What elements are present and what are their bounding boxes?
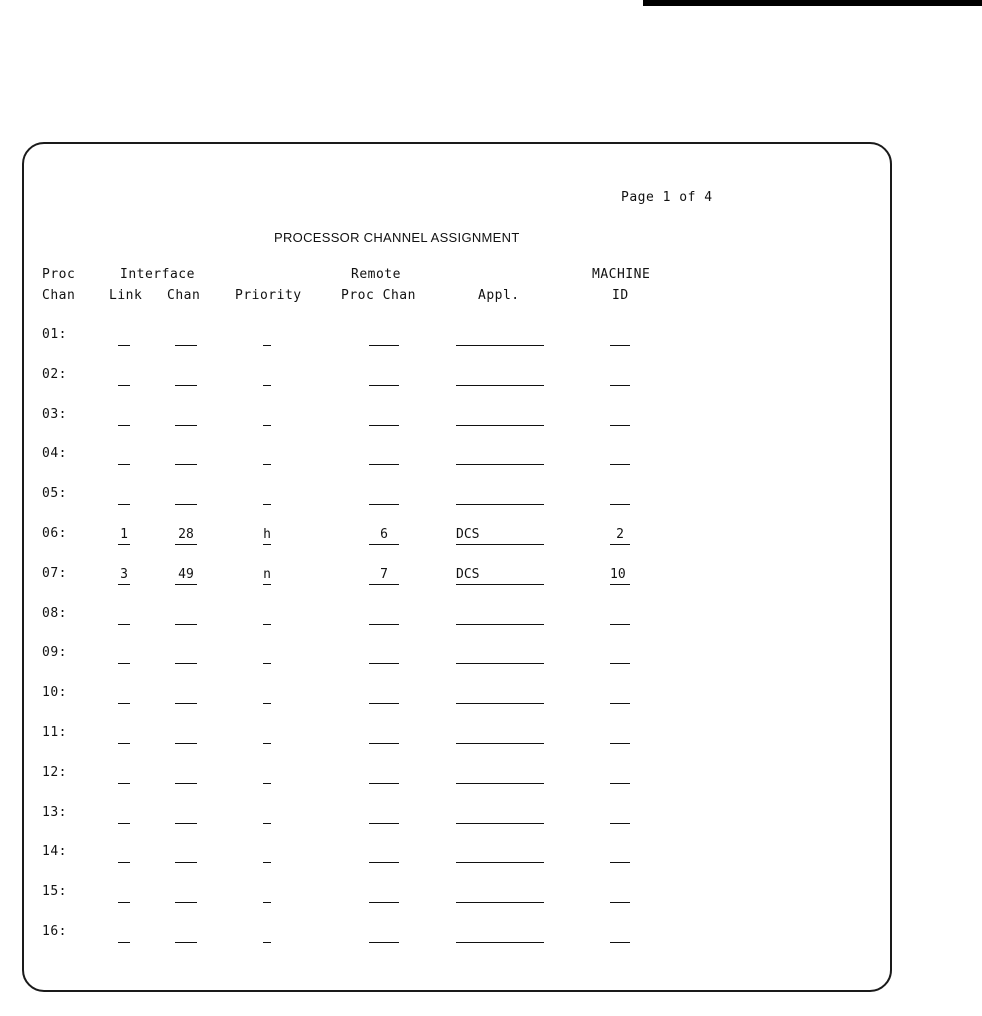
proc-chan-label: 01: — [42, 327, 67, 342]
interface-chan-field[interactable] — [175, 447, 197, 465]
link-field[interactable] — [118, 806, 130, 824]
interface-chan-field[interactable] — [175, 686, 197, 704]
remote-proc-chan-field[interactable] — [369, 646, 399, 664]
priority-field[interactable] — [263, 806, 271, 824]
link-field[interactable] — [118, 328, 130, 346]
appl-field[interactable] — [456, 806, 544, 824]
appl-field[interactable] — [456, 885, 544, 903]
proc-chan-label: 10: — [42, 685, 67, 700]
interface-chan-field[interactable] — [175, 607, 197, 625]
machine-id-field[interactable] — [610, 766, 630, 784]
machine-id-field[interactable] — [610, 328, 630, 346]
priority-field[interactable] — [263, 686, 271, 704]
priority-field[interactable] — [263, 368, 271, 386]
proc-chan-label: 14: — [42, 844, 67, 859]
proc-chan-label: 02: — [42, 367, 67, 382]
proc-chan-label: 15: — [42, 884, 67, 899]
appl-field[interactable] — [456, 726, 544, 744]
priority-field[interactable] — [263, 766, 271, 784]
remote-proc-chan-field[interactable]: 7 — [369, 567, 399, 585]
remote-proc-chan-field[interactable] — [369, 408, 399, 426]
appl-field[interactable] — [456, 487, 544, 505]
appl-field[interactable] — [456, 607, 544, 625]
machine-id-field[interactable]: 10 — [610, 567, 630, 585]
proc-chan-label: 04: — [42, 446, 67, 461]
machine-id-field[interactable] — [610, 646, 630, 664]
remote-proc-chan-field[interactable] — [369, 686, 399, 704]
interface-chan-field[interactable] — [175, 845, 197, 863]
machine-id-field[interactable] — [610, 885, 630, 903]
priority-field[interactable] — [263, 328, 271, 346]
machine-id-field[interactable] — [610, 607, 630, 625]
proc-chan-label: 08: — [42, 606, 67, 621]
remote-proc-chan-field[interactable] — [369, 766, 399, 784]
link-field[interactable]: 3 — [118, 567, 130, 585]
machine-id-field[interactable] — [610, 925, 630, 943]
priority-field[interactable] — [263, 885, 271, 903]
link-field[interactable] — [118, 646, 130, 664]
appl-field[interactable] — [456, 766, 544, 784]
appl-field[interactable] — [456, 686, 544, 704]
link-field[interactable] — [118, 368, 130, 386]
appl-field[interactable]: DCS — [456, 567, 544, 585]
remote-proc-chan-field[interactable] — [369, 487, 399, 505]
header-machine-id: ID — [612, 288, 629, 303]
page-indicator: Page 1 of 4 — [621, 190, 713, 205]
interface-chan-field[interactable] — [175, 766, 197, 784]
remote-proc-chan-field[interactable] — [369, 368, 399, 386]
header-machine: MACHINE — [592, 267, 651, 282]
header-remote-proc-chan: Proc Chan — [341, 288, 416, 303]
priority-field[interactable] — [263, 607, 271, 625]
priority-field[interactable] — [263, 408, 271, 426]
machine-id-field[interactable] — [610, 368, 630, 386]
header-interface-chan: Chan — [167, 288, 201, 303]
page-title: PROCESSOR CHANNEL ASSIGNMENT — [274, 230, 520, 245]
machine-id-field[interactable] — [610, 806, 630, 824]
appl-field[interactable]: DCS — [456, 527, 544, 545]
appl-field[interactable] — [456, 646, 544, 664]
proc-chan-label: 09: — [42, 645, 67, 660]
remote-proc-chan-field[interactable]: 6 — [369, 527, 399, 545]
interface-chan-field[interactable] — [175, 328, 197, 346]
link-field[interactable] — [118, 925, 130, 943]
appl-field[interactable] — [456, 845, 544, 863]
link-field[interactable] — [118, 686, 130, 704]
priority-field[interactable] — [263, 845, 271, 863]
header-link: Link — [109, 288, 143, 303]
priority-field[interactable] — [263, 646, 271, 664]
header-appl: Appl. — [478, 288, 520, 303]
remote-proc-chan-field[interactable] — [369, 845, 399, 863]
link-field[interactable] — [118, 885, 130, 903]
appl-field[interactable] — [456, 925, 544, 943]
remote-proc-chan-field[interactable] — [369, 925, 399, 943]
appl-field[interactable] — [456, 328, 544, 346]
proc-chan-label: 06: — [42, 526, 67, 541]
priority-field[interactable] — [263, 447, 271, 465]
link-field[interactable]: 1 — [118, 527, 130, 545]
machine-id-field[interactable] — [610, 686, 630, 704]
link-field[interactable] — [118, 408, 130, 426]
header-proc: Proc — [42, 267, 76, 282]
remote-proc-chan-field[interactable] — [369, 726, 399, 744]
proc-chan-label: 07: — [42, 566, 67, 581]
machine-id-field[interactable] — [610, 845, 630, 863]
machine-id-field[interactable]: 2 — [610, 527, 630, 545]
interface-chan-field[interactable] — [175, 487, 197, 505]
priority-field[interactable] — [263, 487, 271, 505]
remote-proc-chan-field[interactable] — [369, 328, 399, 346]
proc-chan-label: 11: — [42, 725, 67, 740]
header-proc-chan: Chan — [42, 288, 76, 303]
interface-chan-field[interactable] — [175, 925, 197, 943]
header-interface: Interface — [120, 267, 195, 282]
link-field[interactable] — [118, 447, 130, 465]
link-field[interactable] — [118, 726, 130, 744]
interface-chan-field[interactable] — [175, 806, 197, 824]
remote-proc-chan-field[interactable] — [369, 806, 399, 824]
proc-chan-label: 12: — [42, 765, 67, 780]
header-remote: Remote — [351, 267, 401, 282]
remote-proc-chan-field[interactable] — [369, 607, 399, 625]
link-field[interactable] — [118, 487, 130, 505]
header-priority: Priority — [235, 288, 302, 303]
proc-chan-label: 03: — [42, 407, 67, 422]
interface-chan-field[interactable] — [175, 646, 197, 664]
machine-id-field[interactable] — [610, 487, 630, 505]
link-field[interactable] — [118, 607, 130, 625]
interface-chan-field[interactable] — [175, 726, 197, 744]
priority-field[interactable]: h — [263, 527, 271, 545]
machine-id-field[interactable] — [610, 726, 630, 744]
machine-id-field[interactable] — [610, 447, 630, 465]
interface-chan-field[interactable] — [175, 408, 197, 426]
appl-field[interactable] — [456, 368, 544, 386]
proc-chan-label: 16: — [42, 924, 67, 939]
priority-field[interactable] — [263, 925, 271, 943]
interface-chan-field[interactable]: 49 — [175, 567, 197, 585]
machine-id-field[interactable] — [610, 408, 630, 426]
remote-proc-chan-field[interactable] — [369, 885, 399, 903]
proc-chan-label: 13: — [42, 805, 67, 820]
appl-field[interactable] — [456, 408, 544, 426]
interface-chan-field[interactable] — [175, 885, 197, 903]
link-field[interactable] — [118, 766, 130, 784]
priority-field[interactable]: n — [263, 567, 271, 585]
top-border-bar — [643, 0, 982, 6]
priority-field[interactable] — [263, 726, 271, 744]
appl-field[interactable] — [456, 447, 544, 465]
proc-chan-label: 05: — [42, 486, 67, 501]
interface-chan-field[interactable]: 28 — [175, 527, 197, 545]
remote-proc-chan-field[interactable] — [369, 447, 399, 465]
link-field[interactable] — [118, 845, 130, 863]
interface-chan-field[interactable] — [175, 368, 197, 386]
